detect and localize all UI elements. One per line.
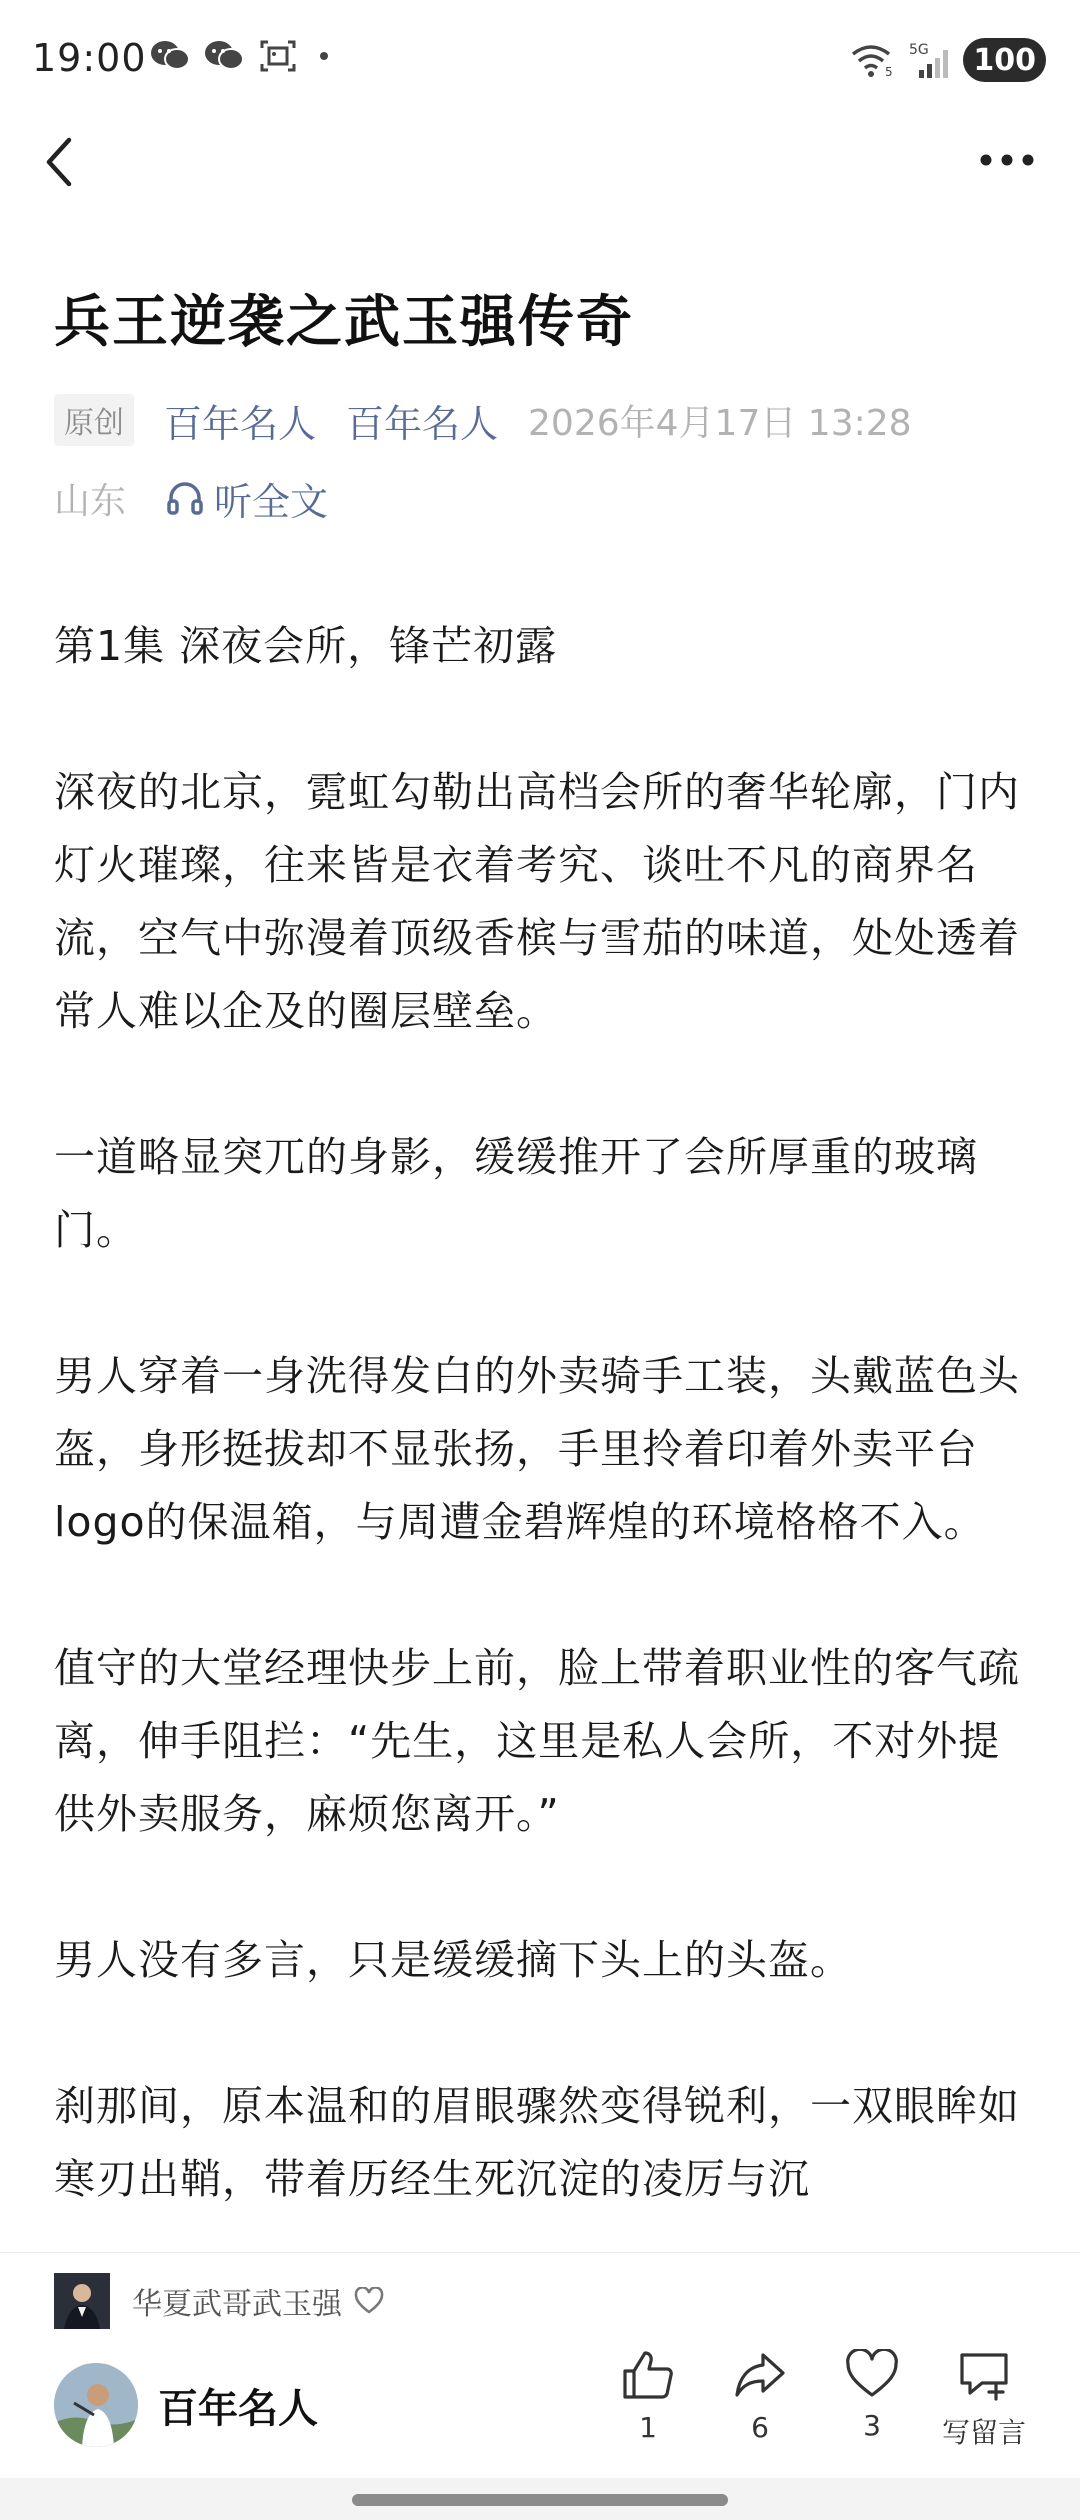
account-row[interactable]: [54, 2363, 318, 2447]
heart-outline-icon[interactable]: [354, 2287, 384, 2315]
status-bar: [0, 0, 1080, 120]
share-arrow-icon: [733, 2349, 787, 2401]
like-button[interactable]: [592, 2349, 704, 2451]
write-comment-label: 写留言: [941, 2416, 1026, 2449]
follow-author-row[interactable]: [54, 2271, 384, 2331]
article-paragraph: 男人穿着一身洗得发白的外卖骑手工装，头戴蓝色头盔，身形挺拔却不显张扬，手里拎着印着外卖平台logo的保温箱，与周遭金碧辉煌的环境格格不入。: [54, 1352, 1020, 1546]
article-meta: [54, 395, 912, 445]
account-name: 百年名人: [158, 2385, 318, 2432]
follow-author-name: 华夏武哥武玉强: [132, 2287, 342, 2322]
wechat-icon: [204, 39, 244, 73]
home-indicator[interactable]: [352, 2494, 728, 2506]
article-paragraph: 一道略显突兀的身影，缓缓推开了会所厚重的玻璃门。: [54, 1133, 978, 1254]
account-avatar: [54, 2363, 138, 2447]
network-type: 5G: [909, 42, 930, 58]
listen-full-label: 听全文: [214, 479, 329, 524]
status-dot: [320, 52, 328, 60]
cellular-signal-icon: [909, 40, 949, 80]
share-button[interactable]: [704, 2349, 816, 2451]
article-paragraph: 值守的大堂经理快步上前，脸上带着职业性的客气疏离，伸手阻拦：“先生，这里是私人会所，不对外提供外卖服务，麻烦您离开。”: [54, 1644, 1020, 1838]
back-button[interactable]: [34, 134, 84, 190]
listen-full-button[interactable]: [166, 471, 328, 526]
favorite-count: 3: [863, 2409, 881, 2442]
favorite-button[interactable]: [816, 2349, 928, 2451]
screenshot-icon: [258, 38, 298, 74]
account-photo-icon: [54, 2363, 138, 2447]
headphones-icon: [166, 479, 204, 517]
author-link[interactable]: 百年名人: [164, 401, 317, 446]
heart-icon: [845, 2349, 899, 2399]
article-paragraph: 男人没有多言，只是缓缓摘下头上的头盔。: [54, 1936, 852, 1984]
comment-add-icon: [956, 2349, 1012, 2401]
status-right: [851, 38, 1046, 82]
status-time: 19:00: [32, 36, 147, 80]
account-link[interactable]: 百年名人: [346, 401, 499, 446]
wechat-icon: [150, 39, 190, 73]
battery-indicator: 100: [963, 38, 1046, 82]
more-dots-icon: [979, 153, 1035, 167]
like-count: 1: [639, 2411, 657, 2444]
thumbs-up-icon: [621, 2349, 675, 2401]
original-tag: 原创: [54, 394, 134, 446]
location-label: 山东: [54, 480, 127, 522]
author-avatar: [54, 2273, 110, 2329]
person-photo-icon: [54, 2273, 110, 2329]
episode-heading: 第1集 深夜会所，锋芒初露: [54, 622, 558, 670]
chevron-left-icon: [43, 136, 75, 188]
article-paragraph: 深夜的北京，霓虹勾勒出高档会所的奢华轮廓，门内灯火璀璨，往来皆是衣着考究、谈吐不凡的商界名流，空气中弥漫着顶级香槟与雪茄的味道，处处透着常人难以企及的圈层壁垒。: [54, 768, 1020, 1035]
more-button[interactable]: [974, 140, 1040, 180]
article-paragraph: 刹那间，原本温和的眉眼骤然变得锐利，一双眼眸如寒刃出鞘，带着历经生死沉淀的凌厉与沉: [54, 2082, 1020, 2203]
share-count: 6: [751, 2411, 769, 2444]
article-title: 兵王逆袭之武玉强传奇: [54, 290, 634, 355]
wifi-icon: [851, 42, 895, 78]
nav-bar: [0, 120, 1080, 200]
status-notification-icons: [150, 38, 328, 74]
article-body: [54, 610, 1034, 2289]
article-actions: [592, 2349, 1040, 2451]
wifi-badge: 5: [885, 65, 894, 78]
article-meta-secondary: [54, 470, 328, 526]
publish-date: 2026年4月17日 13:28: [528, 402, 912, 444]
write-comment-button[interactable]: [928, 2349, 1040, 2451]
